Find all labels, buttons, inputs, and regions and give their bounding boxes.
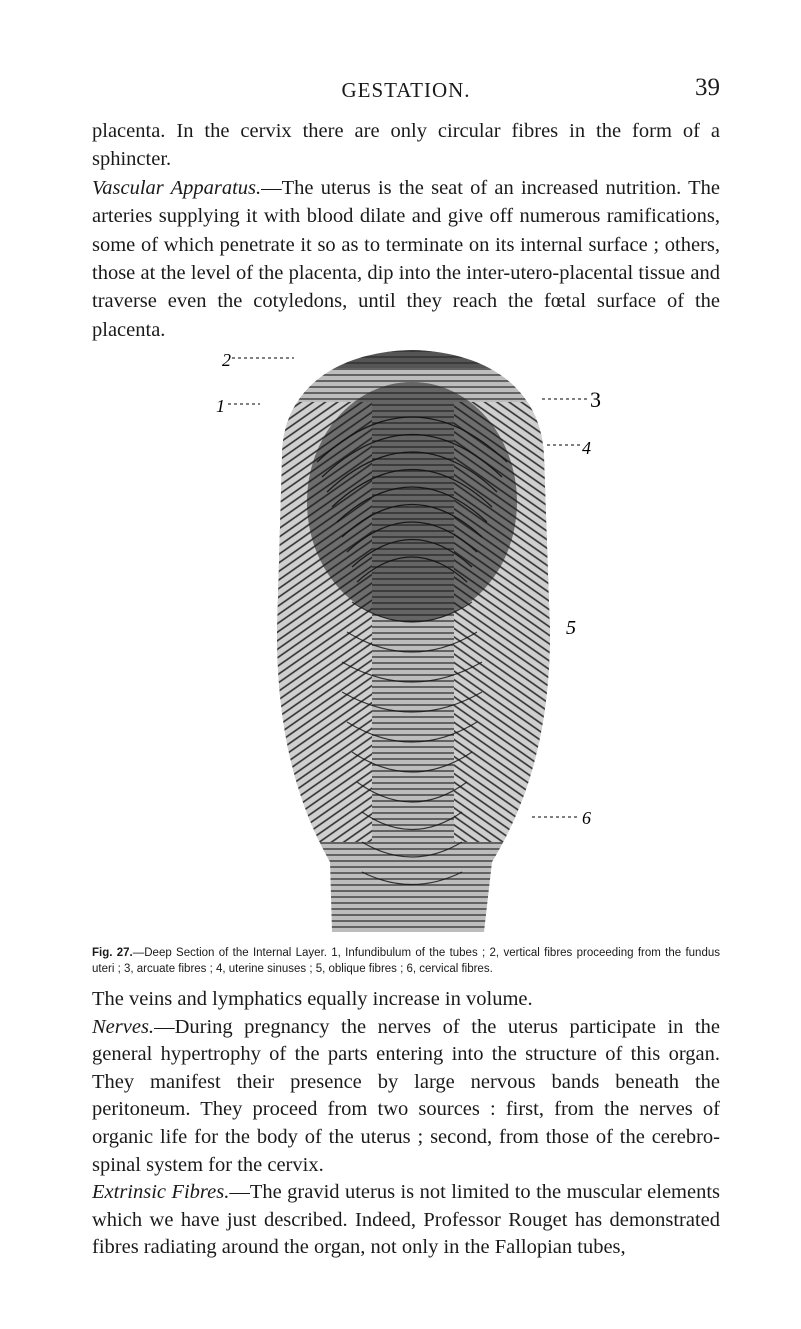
figure-label-3: 3 [590,387,601,412]
figure-label-6: 6 [582,808,591,828]
page-number: 39 [695,74,720,101]
figure-label-4: 4 [582,438,591,458]
paragraph-text: —The uterus is the seat of an increased nutrition. The arteries supplying it with blood dilate and give off numerous ramifications, some of which penetrate it so as to terminate on its internal surface ; others, those at the level of the placenta, dip into the inter-utero-placental tissue and traverse even the cotyledons, until they reach the fœtal surface of the placenta. [92,176,720,341]
paragraph-line: placenta. In the cervix there are only circular fibres in the form of a sphincter. [92,120,720,171]
extrinsic-text: —The gravid uterus is not limited to the muscular elements which we have just described. Indeed, Professor Rouget has demonstrated fibres radiating around the organ, not only in the Fallopian tubes, [92,1181,721,1259]
figure-label-2: 2 [222,350,231,370]
paragraph-nerves [92,986,720,1262]
paragraph-placenta [92,117,720,344]
figure-number: Fig. 27. [92,947,133,959]
figure-label-5: 5 [566,617,576,639]
page-header [92,74,720,108]
section-heading-vascular: Vascular Apparatus. [92,176,262,199]
figure-caption [92,945,720,977]
figure-label-1: 1 [216,396,225,416]
uterus-illustration [216,342,602,942]
section-heading-extrinsic: Extrinsic Fibres. [92,1181,230,1204]
caption-text: —Deep Section of the Internal Layer. 1, Infundibulum of the tubes ; 2, vertical fibres proceeding from the fundus uteri ; 3, arcuate fibres ; 4, uterine sinuses ; 5, oblique fibres ; 6, cervical fibres. [92,947,720,975]
veins-sentence: The veins and lymphatics equally increase in volume. [92,988,533,1010]
nerves-text: —During pregnancy the nerves of the uterus participate in the general hypertrophy of the parts entering into the structure of this organ. They manifest their presence by large nervous bands beneath the peritoneum. They proceed from two sources : first, from the nerves of organic life for the body of the uterus ; second, from those of the cerebro-spinal system for the cervix. [92,1015,720,1176]
uterus-body [222,342,602,942]
running-title: GESTATION. [341,78,471,102]
uterus-section-figure [216,342,602,942]
section-heading-nerves: Nerves. [92,1015,155,1038]
